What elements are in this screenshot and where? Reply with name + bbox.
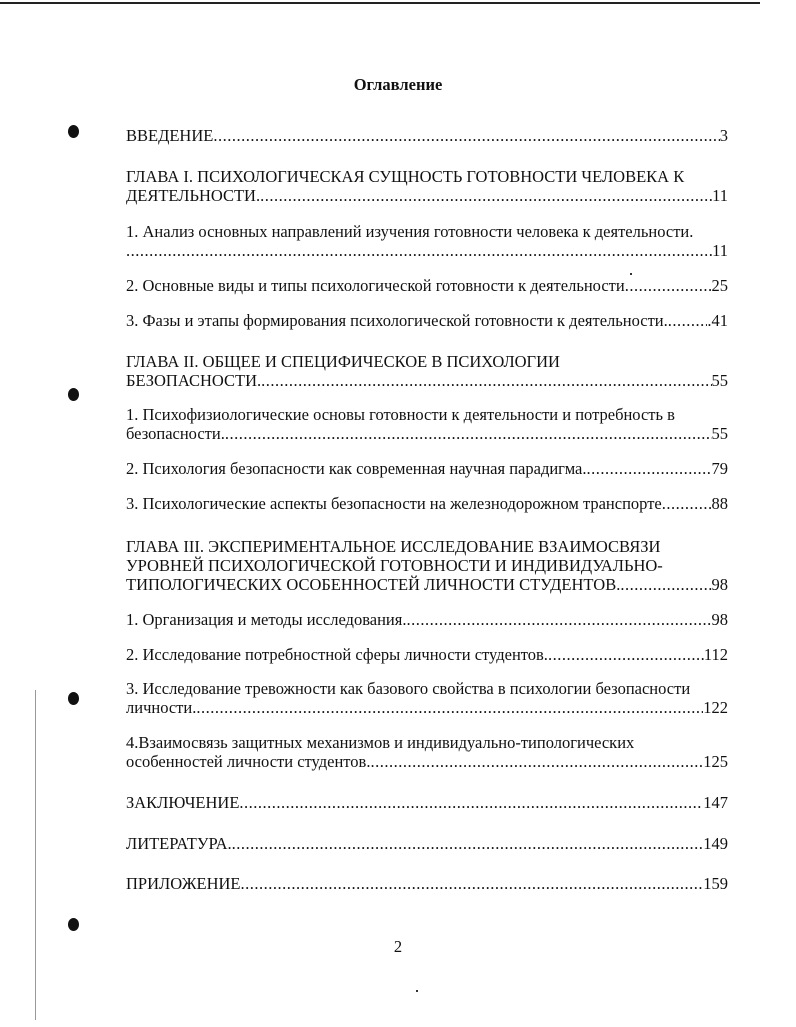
- dot-leader: [225, 424, 712, 443]
- scan-speck: [630, 273, 632, 275]
- toc-entry-text: 2. Психология безопасности как современная научная парадигма.: [126, 459, 587, 478]
- hole-punch-mark: [68, 918, 79, 931]
- toc-entry-text: БЕЗОПАСНОСТИ.: [126, 371, 262, 390]
- toc-entry-text: 2. Основные виды и типы психологической готовности к деятельности: [126, 276, 625, 295]
- toc-entry-text: ВВЕДЕНИЕ: [126, 126, 214, 145]
- toc-page-number: 147: [703, 793, 728, 812]
- toc-entry-text: ДЕЯТЕЛЬНОСТИ.: [126, 186, 261, 205]
- toc-entry-text: 1. Организация и методы исследования.: [126, 610, 407, 629]
- toc-entry-appendix[interactable]: [126, 874, 728, 893]
- dot-leader: [126, 241, 712, 260]
- dot-leader: [261, 371, 711, 390]
- dot-leader: [370, 752, 703, 771]
- toc-entry-text: ЗАКЛЮЧЕНИЕ: [126, 793, 240, 812]
- dot-leader: [260, 186, 712, 205]
- toc-page-number: 25: [711, 276, 728, 295]
- hole-punch-mark: [68, 388, 79, 401]
- toc-entry-section-3-2[interactable]: [126, 645, 728, 664]
- toc-entry-section-2-2[interactable]: [126, 459, 728, 478]
- toc-entry-section-2-1[interactable]: [126, 405, 728, 443]
- toc-page-number: 125: [703, 752, 728, 771]
- toc-entry-section-3-1[interactable]: [126, 610, 728, 629]
- toc-entry-text: ЛИТЕРАТУРА.: [126, 834, 232, 853]
- dot-leader: [240, 874, 703, 893]
- page-title: Оглавление: [353, 75, 443, 94]
- toc-entry-text: 2. Исследование потребностной сферы личности студентов.: [126, 645, 548, 664]
- toc-page-number: 79: [711, 459, 728, 478]
- toc-entry-text: ГЛАВА I. ПСИХОЛОГИЧЕСКАЯ СУЩНОСТЬ ГОТОВНОСТИ ЧЕЛОВЕКА К: [126, 167, 685, 186]
- dot-leader: [239, 793, 703, 812]
- toc-entry-text: ГЛАВА II. ОБЩЕЕ И СПЕЦИФИЧЕСКОЕ В ПСИХОЛОГИИ: [126, 352, 560, 371]
- toc-entry-text: особенностей личности студентов.: [126, 752, 371, 771]
- toc-page-number: 112: [703, 645, 728, 664]
- toc-entry-text: ГЛАВА III. ЭКСПЕРИМЕНТАЛЬНОЕ ИССЛЕДОВАНИЕ ВЗАИМОСВЯЗИ: [126, 537, 661, 556]
- dot-leader: [196, 698, 703, 717]
- toc-entry-chapter-3[interactable]: [126, 537, 728, 594]
- toc-entry-section-1-2[interactable]: [126, 276, 728, 295]
- toc-page-number: 98: [711, 610, 728, 629]
- toc-page-number: 149: [703, 834, 728, 853]
- toc-page-number: 11: [712, 241, 728, 260]
- toc-entry-section-1-1[interactable]: [126, 222, 728, 260]
- toc-entry-text: ПРИЛОЖЕНИЕ: [126, 874, 241, 893]
- toc-page-number: 55: [711, 371, 728, 390]
- toc-page-number: 55: [711, 424, 728, 443]
- dot-leader: [406, 610, 711, 629]
- toc-entry-introduction[interactable]: [126, 126, 728, 145]
- top-border-line: [0, 2, 760, 4]
- dot-leader: [548, 645, 704, 664]
- dot-leader: [232, 834, 704, 853]
- toc-page-number: 159: [703, 874, 728, 893]
- toc-entry-section-3-3[interactable]: [126, 679, 728, 717]
- dot-leader: [587, 459, 712, 478]
- toc-entry-text: 1. Анализ основных направлений изучения готовности человека к деятельности.: [126, 222, 694, 241]
- toc-page-number: 98: [711, 575, 728, 594]
- toc-page-number: 88: [711, 494, 728, 513]
- toc-entry-text: 3. Исследование тревожности как базового свойства в психологии безопасности: [126, 679, 691, 698]
- dot-leader: [620, 575, 711, 594]
- toc-entry-section-1-3[interactable]: [126, 311, 728, 330]
- left-margin-line: [35, 690, 36, 1020]
- toc-entry-section-2-3[interactable]: [126, 494, 728, 513]
- toc-entry-text: 3. Психологические аспекты безопасности на железнодорожном транспорте: [126, 494, 662, 513]
- toc-entry-text: УРОВНЕЙ ПСИХОЛОГИЧЕСКОЙ ГОТОВНОСТИ И ИНДИВИДУАЛЬНО-: [126, 556, 663, 575]
- scan-speck: [416, 990, 418, 992]
- page-number: 2: [393, 937, 403, 956]
- toc-page-number: 3: [719, 126, 728, 145]
- toc-entry-chapter-1[interactable]: [126, 167, 728, 205]
- toc-entry-literature[interactable]: [126, 834, 728, 853]
- toc-entry-text: 4.Взаимосвязь защитных механизмов и индивидуально-типологических: [126, 733, 635, 752]
- hole-punch-mark: [68, 692, 79, 705]
- toc-entry-text: ТИПОЛОГИЧЕСКИХ ОСОБЕННОСТЕЙ ЛИЧНОСТИ СТУДЕНТОВ.: [126, 575, 621, 594]
- dot-leader: [625, 276, 712, 295]
- toc-entry-text: 1. Психофизиологические основы готовности к деятельности и потребность в: [126, 405, 675, 424]
- toc-entry-text: безопасности.: [126, 424, 225, 443]
- toc-entry-conclusion[interactable]: [126, 793, 728, 812]
- toc-page-number: 11: [712, 186, 728, 205]
- dot-leader: [668, 311, 708, 330]
- toc-entry-chapter-2[interactable]: [126, 352, 728, 390]
- toc-entry-section-3-4[interactable]: [126, 733, 728, 771]
- toc-entry-text: 3. Фазы и этапы формирования психологической готовности к деятельности.: [126, 311, 668, 330]
- dot-leader: [662, 494, 712, 513]
- dot-leader: [213, 126, 719, 145]
- toc-page-number: .41: [707, 311, 728, 330]
- hole-punch-mark: [68, 125, 79, 138]
- toc-entry-text: личности.: [126, 698, 197, 717]
- toc-page-number: 122: [703, 698, 728, 717]
